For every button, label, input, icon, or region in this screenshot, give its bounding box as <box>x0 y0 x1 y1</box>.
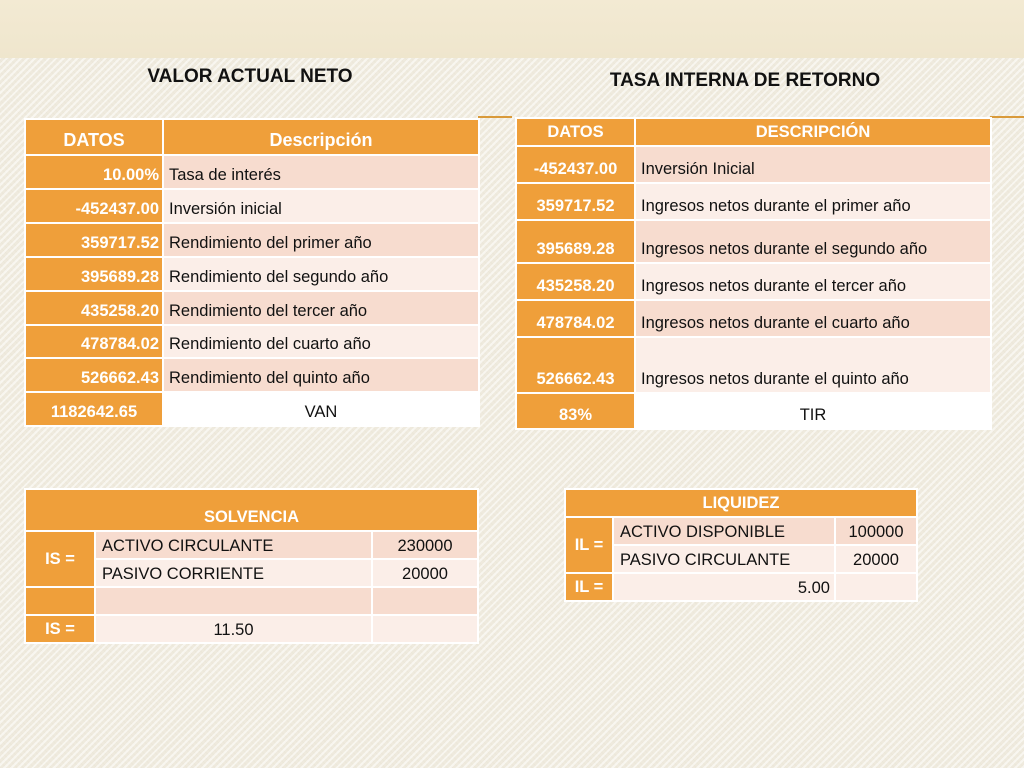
liquidez-empty-cell <box>835 573 917 601</box>
table-row <box>25 155 479 189</box>
table-row <box>516 337 991 393</box>
tir-value: 526662.43 <box>516 337 635 393</box>
divider-left <box>478 116 512 118</box>
tir-label: Ingresos netos durante el tercer año <box>635 263 991 300</box>
divider-right <box>990 116 1024 118</box>
van-value: 478784.02 <box>25 325 163 358</box>
tir-value: 359717.52 <box>516 183 635 220</box>
table-row <box>25 257 479 291</box>
liquidez-row2-value: 20000 <box>835 545 917 573</box>
table-row <box>516 220 991 263</box>
van-value: 10.00% <box>25 155 163 189</box>
solvencia-row1-label: ACTIVO CIRCULANTE <box>95 531 372 559</box>
tir-label: Ingresos netos durante el cuarto año <box>635 300 991 337</box>
van-result-value: 1182642.65 <box>25 392 163 426</box>
liquidez-title: LIQUIDEZ <box>565 489 917 517</box>
table-row <box>516 146 991 183</box>
solvencia-row2-label: PASIVO CORRIENTE <box>95 559 372 587</box>
solvencia-empty-cell <box>372 615 478 643</box>
van-label: Rendimiento del quinto año <box>163 358 479 392</box>
table-row <box>516 300 991 337</box>
tir-label: Ingresos netos durante el primer año <box>635 183 991 220</box>
table-row <box>25 392 479 426</box>
van-label: Rendimiento del primer año <box>163 223 479 257</box>
tir-label: Ingresos netos durante el quinto año <box>635 337 991 393</box>
il-result-label: IL = <box>565 573 613 601</box>
van-header-descripcion: Descripción <box>163 119 479 155</box>
il-label: IL = <box>565 517 613 573</box>
solvencia-table <box>24 488 479 644</box>
table-row <box>516 263 991 300</box>
van-title: VALOR ACTUAL NETO <box>147 66 353 87</box>
solvencia-empty-cell <box>95 587 372 615</box>
tir-result-value: 83% <box>516 393 635 429</box>
table-row <box>516 183 991 220</box>
table-row <box>25 325 479 358</box>
table-row <box>25 223 479 257</box>
van-value: -452437.00 <box>25 189 163 223</box>
tir-value: 435258.20 <box>516 263 635 300</box>
van-table <box>24 118 480 427</box>
solvencia-row1-value: 230000 <box>372 531 478 559</box>
slide-top-band <box>0 0 1024 58</box>
van-value: 359717.52 <box>25 223 163 257</box>
tir-header-descripcion: DESCRIPCIÓN <box>635 118 991 146</box>
van-value: 526662.43 <box>25 358 163 392</box>
is-label: IS = <box>25 531 95 587</box>
tir-label: Inversión Inicial <box>635 146 991 183</box>
solvencia-title: SOLVENCIA <box>25 489 478 531</box>
table-row <box>25 358 479 392</box>
van-label: Inversión inicial <box>163 189 479 223</box>
solvencia-row2-value: 20000 <box>372 559 478 587</box>
table-row <box>516 393 991 429</box>
van-header-datos: DATOS <box>25 119 163 155</box>
tir-table <box>515 117 992 430</box>
van-label: Tasa de interés <box>163 155 479 189</box>
is-result-label: IS = <box>25 615 95 643</box>
liquidez-row1-value: 100000 <box>835 517 917 545</box>
solvencia-empty-label <box>25 587 95 615</box>
tir-value: -452437.00 <box>516 146 635 183</box>
tir-result-label: TIR <box>635 393 991 429</box>
solvencia-result: 11.50 <box>95 615 372 643</box>
van-label: Rendimiento del segundo año <box>163 257 479 291</box>
tir-value: 478784.02 <box>516 300 635 337</box>
van-label: Rendimiento del tercer año <box>163 291 479 325</box>
tir-title: TASA INTERNA DE RETORNO <box>609 70 881 91</box>
van-result-label: VAN <box>163 392 479 426</box>
liquidez-row2-label: PASIVO CIRCULANTE <box>613 545 835 573</box>
van-value: 395689.28 <box>25 257 163 291</box>
tir-label: Ingresos netos durante el segundo año <box>635 220 991 263</box>
solvencia-empty-cell <box>372 587 478 615</box>
table-row <box>25 189 479 223</box>
tir-header-datos: DATOS <box>516 118 635 146</box>
van-label: Rendimiento del cuarto año <box>163 325 479 358</box>
van-value: 435258.20 <box>25 291 163 325</box>
liquidez-result: 5.00 <box>613 573 835 601</box>
table-row <box>25 291 479 325</box>
tir-value: 395689.28 <box>516 220 635 263</box>
liquidez-row1-label: ACTIVO DISPONIBLE <box>613 517 835 545</box>
liquidez-table <box>564 488 918 602</box>
